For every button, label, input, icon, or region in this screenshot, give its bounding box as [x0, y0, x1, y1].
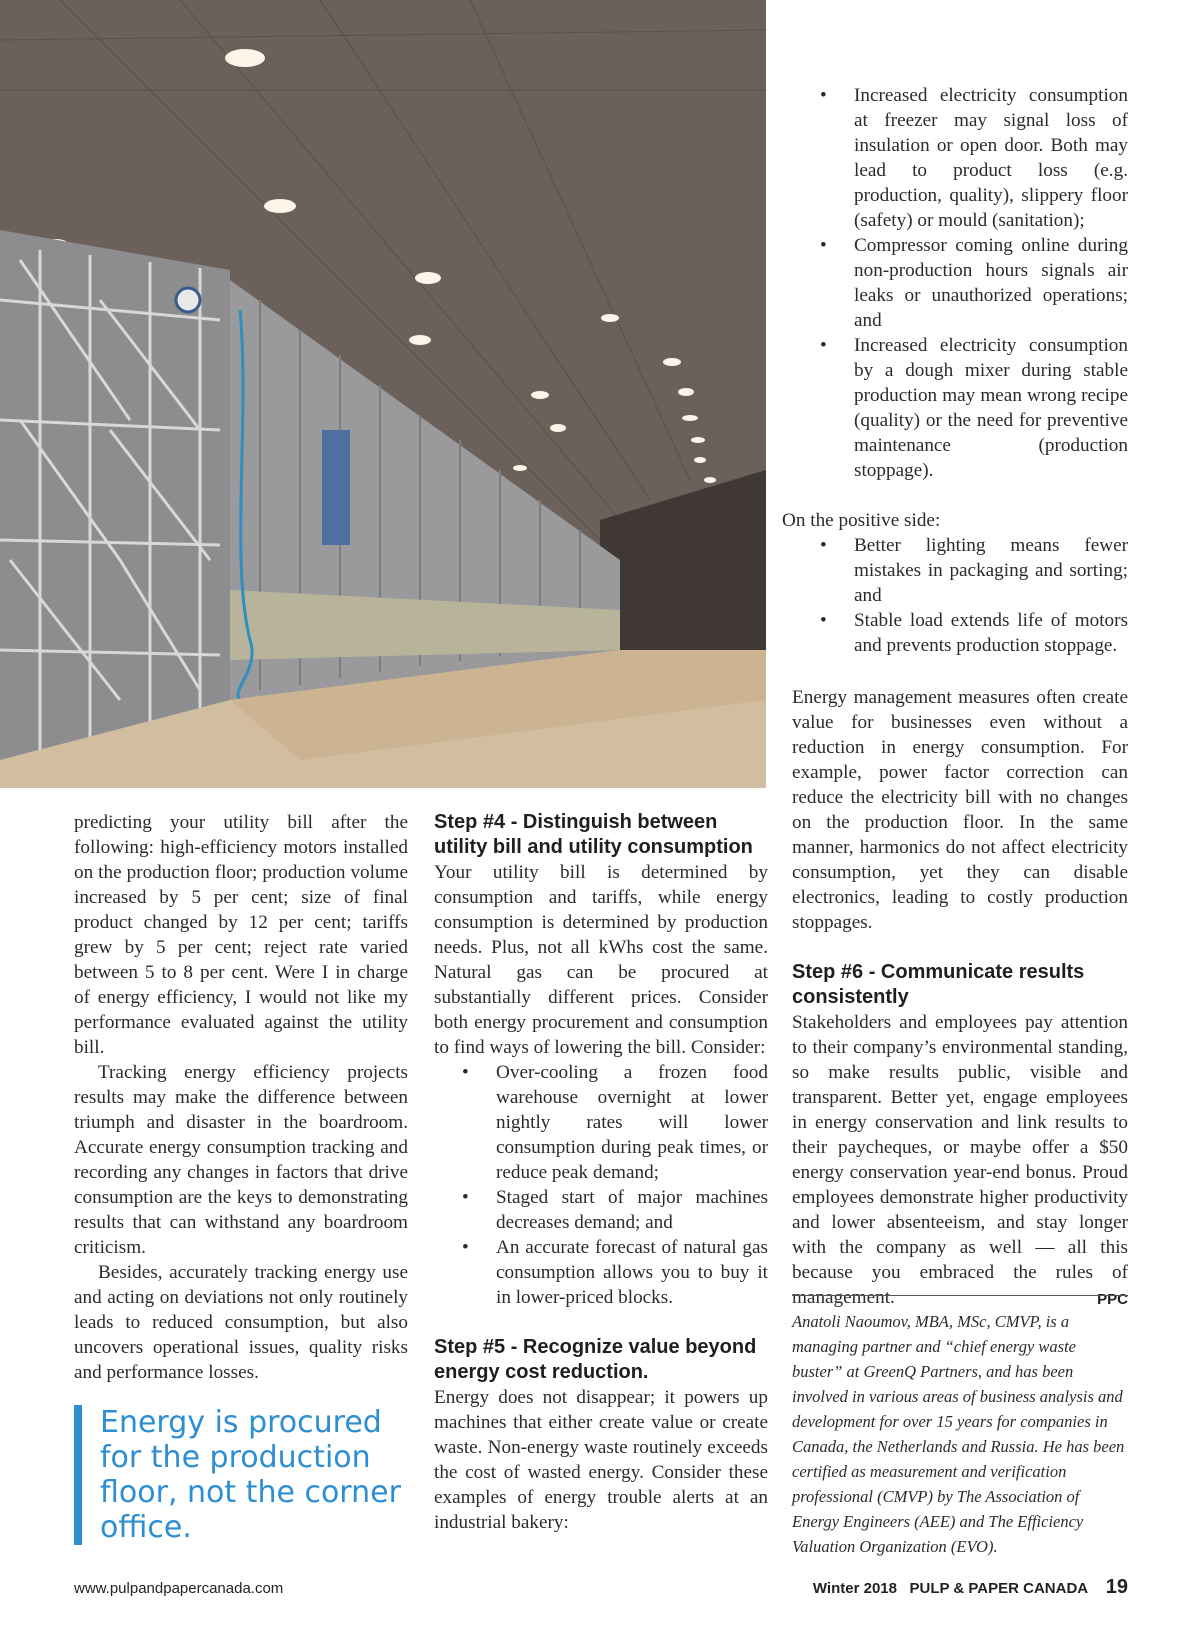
pull-quote: Energy is procured for the production floor, not the corner office. [74, 1405, 430, 1545]
bullet-icon: • [820, 85, 827, 106]
bullet-icon: • [820, 610, 827, 631]
page-number: 19 [1105, 1576, 1128, 1598]
footer-magazine: PULP & PAPER CANADA [909, 1580, 1088, 1597]
paragraph: Stakeholders and employees pay attention to their company’s environmental standing, so make results public, visible and transparent. Better yet, engage employees in energy conservation and link results to their paycheques, or maybe offer a $50 energy conservation year-end bonus. Proud employees demonstrate higher productivity and lower absenteeism, and stay longer with the company as well — all this because you embraced the rules of management. PPC [792, 1010, 1128, 1310]
bullet-icon: • [462, 1237, 469, 1258]
article-column-2 [434, 810, 768, 1535]
list-item: • An accurate forecast of natural gas consumption allows you to buy it in lower-priced blocks. [462, 1237, 768, 1308]
list-item: • Better lighting means fewer mistakes in packaging and sorting; and [820, 535, 1128, 606]
footer-url: www.pulpandpapercanada.com [74, 1580, 284, 1597]
step-5-heading: Step #5 - Recognize value beyond energy cost reduction. [434, 1336, 757, 1383]
step-4-heading: Step #4 - Distinguish between utility bill and utility consumption [434, 811, 753, 858]
paragraph: Your utility bill is determined by consumption and tariffs, while energy consumption is determined by production needs. Plus, not all kWhs cost the same. Natural gas can be procured at substantially different prices. Consider both energy procurement and consumption to find ways of lowering the bill. Consider: [434, 862, 768, 1058]
paragraph: Energy management measures often create value for businesses even without a reduction in energy consumption. For example, power factor correction can reduce the electricity bill with no changes on the production floor. In the same manner, harmonics do not affect electricity consumption, yet they can disable electronics, leading to costly production stoppages. [792, 687, 1128, 933]
bullet-icon: • [462, 1187, 469, 1208]
step-6-heading: Step #6 - Communicate results consistently [792, 961, 1085, 1008]
bakery-alerts-list [782, 83, 1128, 658]
bullet-icon: • [820, 235, 827, 256]
paragraph: predicting your utility bill after the following: high-efficiency motors installed on the production floor; production volume increased by 5 per cent; size of final product changed by 12 per cent; tariffs grew by 5 per cent; reject rate varied between 5 to 8 per cent. Were I in charge of energy efficiency, I would not like my performance evaluated against the utility bill. [74, 812, 408, 1058]
footer-issue: Winter 2018 [812, 1580, 897, 1597]
paragraph: Tracking energy efficiency projects results may make the difference between triumph and disaster in the boardroom. Accurate energy consumption tracking and recording any changes in factors that drive consumption are the keys to demonstrating results that can withstand any boardroom criticism. [74, 1062, 408, 1258]
paper-mill-interior-image [0, 0, 766, 788]
positive-side-label: On the positive side: [782, 510, 941, 531]
bullet-icon: • [462, 1062, 469, 1083]
list-item: • Increased electricity consumption by a dough mixer during stable production may mean wrong recipe (quality) or the need for preventive maintenance (production stoppage). [820, 335, 1128, 481]
paragraph: Besides, accurately tracking energy use and acting on deviations not only routinely leads to reduced consumption, but also uncovers operational issues, quality risks and performance losses. [74, 1262, 408, 1383]
article-photo [0, 0, 766, 788]
bullet-icon: • [820, 535, 827, 556]
bullet-icon: • [820, 335, 827, 356]
end-mark: PPC [1097, 1291, 1128, 1308]
list-item: • Staged start of major machines decreases demand; and [462, 1187, 768, 1233]
list-item: • Over-cooling a frozen food warehouse overnight at lower nightly rates will lower consumption during peak times, or reduce peak demand; [462, 1062, 768, 1183]
list-item: • Increased electricity consumption at freezer may signal loss of insulation or open door. Both may lead to product loss (e.g. production, quality), slippery floor (safety) or mould (sanitation); [820, 85, 1128, 231]
footer-folio [813, 1576, 1128, 1599]
bio-divider [792, 1295, 1128, 1296]
list-item: • Stable load extends life of motors and prevents production stoppage. [820, 610, 1128, 656]
article-column-3 [792, 685, 1128, 1312]
author-bio: Anatoli Naoumov, MBA, MSc, CMVP, is a managing partner and “chief energy waste buster” at GreenQ Partners, and has been involved in various areas of business analysis and development for over 15 years for companies in Canada, the Netherlands and Russia. He has been certified as measurement and verification professional (CMVP) by The Association of Energy Engineers (AEE) and The Efficiency Valuation Organization (EVO). [792, 1312, 1125, 1556]
paragraph: Energy does not disappear; it powers up machines that either create value or create waste. Non-energy waste routinely exceeds the cost of wasted energy. Consider these examples of energy trouble alerts at an industrial bakery: [434, 1387, 768, 1533]
article-column-1 [74, 810, 408, 1385]
list-item: • Compressor coming online during non-production hours signals air leaks or unauthorized operations; and [820, 235, 1128, 331]
